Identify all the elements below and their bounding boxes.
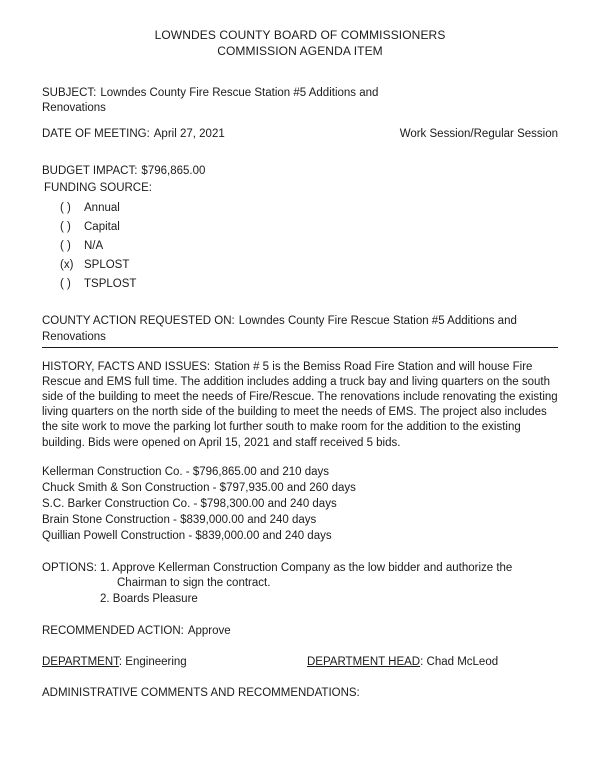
department-colon: : — [118, 656, 123, 669]
department-row — [42, 655, 558, 670]
budget-line — [42, 164, 558, 179]
county-action-label: COUNTY ACTION REQUESTED ON: — [42, 315, 235, 328]
checkbox-capital: ( ) — [60, 220, 71, 233]
recommended-action-label: RECOMMENDED ACTION: — [42, 625, 184, 638]
funding-option-label: Capital — [84, 220, 120, 233]
county-action-text: Lowndes County Fire Rescue Station #5 Additions and Renovations — [42, 315, 517, 343]
funding-source-label: FUNDING SOURCE: — [44, 182, 152, 195]
funding-option-label: SPLOST — [84, 259, 130, 272]
document-title: LOWNDES COUNTY BOARD OF COMMISSIONERS — [154, 28, 446, 42]
bid-line-sc-barker: S.C. Barker Construction Co. - $798,300.00 and 240 days — [42, 498, 337, 511]
county-action-line — [42, 314, 558, 347]
meeting-date-line — [42, 127, 225, 142]
history-label: HISTORY, FACTS AND ISSUES: — [42, 360, 211, 373]
checkbox-splost-checked: (x) — [60, 259, 74, 272]
budget-amount: $796,865.00 — [141, 165, 206, 178]
document-subtitle: COMMISSION AGENDA ITEM — [217, 43, 383, 58]
department-head-line — [307, 655, 498, 670]
budget-label: BUDGET IMPACT: — [42, 165, 138, 178]
history-paragraph — [42, 360, 558, 451]
option-item-2: 2. Boards Pleasure — [100, 592, 198, 605]
department-head-label: DEPARTMENT HEAD — [307, 656, 421, 669]
funding-option-label: TSPLOST — [84, 278, 137, 291]
meeting-date: April 27, 2021 — [153, 128, 225, 140]
department-value: Engineering — [125, 656, 187, 669]
bid-line-brain-stone: Brain Stone Construction - $839,000.00 and 240 days — [42, 514, 317, 527]
department-line — [42, 655, 307, 670]
admin-comments-label: ADMINISTRATIVE COMMENTS AND RECOMMENDATIONS: — [42, 687, 360, 700]
funding-option-label: N/A — [84, 239, 104, 252]
funding-options-list — [42, 201, 558, 293]
options-items — [100, 561, 558, 609]
department-head-value: Chad McLeod — [426, 656, 499, 669]
recommended-action-line — [42, 624, 558, 639]
checkbox-tsplost: ( ) — [60, 278, 71, 291]
funding-option-capital — [60, 220, 558, 235]
recommended-action-text: Approve — [187, 625, 231, 638]
subject-text: Lowndes County Fire Rescue Station #5 Additions and Renovations — [42, 86, 379, 114]
subject-line — [42, 86, 394, 116]
session-type: Work Session/Regular Session — [399, 128, 558, 140]
checkbox-annual: ( ) — [60, 201, 71, 214]
meeting-row — [42, 127, 558, 142]
bid-line-kellerman: Kellerman Construction Co. - $796,865.00 and 210 days — [42, 465, 330, 478]
funding-option-na — [60, 239, 558, 254]
bids-list — [42, 465, 558, 545]
checkbox-na: ( ) — [60, 239, 71, 252]
options-label: OPTIONS: — [42, 561, 97, 574]
funding-option-splost — [60, 258, 558, 273]
funding-option-label: Annual — [84, 201, 120, 214]
subject-label: SUBJECT: — [42, 86, 97, 99]
bid-line-quillian-powell: Quillian Powell Construction - $839,000.00 and 240 days — [42, 530, 332, 543]
department-head-colon: : — [420, 656, 424, 669]
meeting-date-label: DATE OF MEETING: — [42, 128, 150, 140]
funding-option-annual — [60, 201, 558, 216]
funding-option-tsplost — [60, 277, 558, 292]
option-item-1: 1. Approve Kellerman Construction Company as the low bidder and authorize the Chairman to sign the contract. — [100, 561, 513, 589]
bid-line-chuck-smith: Chuck Smith & Son Construction - $797,935.00 and 260 days — [42, 481, 356, 494]
history-text: Station # 5 is the Bemiss Road Fire Station and will house Fire Rescue and EMS full time. The addition includes adding a truck bay and living quarters on the south side of the building to meet the needs of Fire/Rescue. The renovations include renovating the existing living quarters on the north side of the building to meet the needs of EMS. The project also includes the site work to move the parking lot further south to make room for the addition to the existing building. Bids were opened on April 15, 2021 and staff received 5 bids. — [42, 360, 558, 449]
department-label: DEPARTMENT — [42, 656, 119, 669]
options-section — [42, 561, 558, 609]
